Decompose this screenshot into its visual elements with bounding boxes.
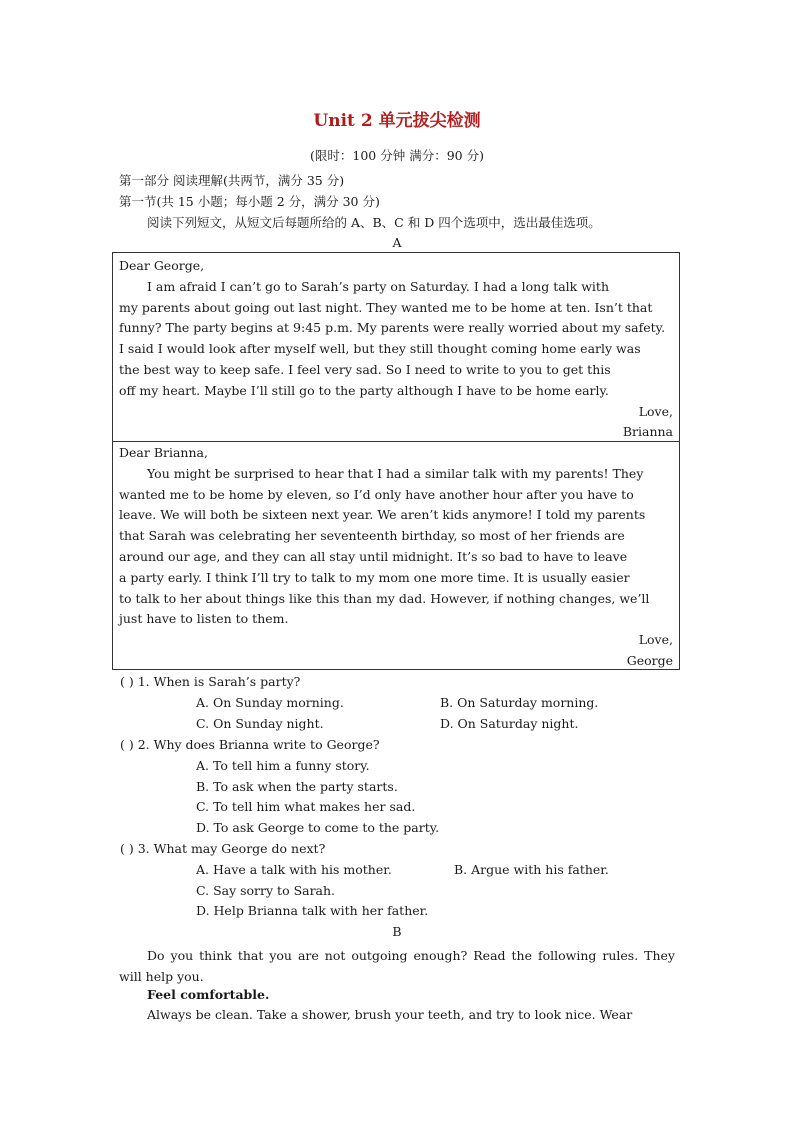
- question-2-option-d[interactable]: D. To ask George to come to the party.: [196, 820, 440, 835]
- passage-b-heading: Feel comfortable.: [147, 987, 270, 1002]
- letter-line: leave. We will both be sixteen next year. We aren’t kids anymore! I told my parents: [119, 507, 646, 523]
- question-1-option-d[interactable]: D. On Saturday night.: [440, 716, 579, 731]
- question-3-stem: ( ) 3. What may George do next?: [120, 841, 326, 856]
- question-1-option-c[interactable]: C. On Sunday night.: [196, 716, 324, 731]
- letter-line: to talk to her about things like this than my dad. However, if nothing changes, we’ll: [119, 590, 650, 606]
- question-2-option-b[interactable]: B. To ask when the party starts.: [196, 779, 398, 794]
- question-3-option-d[interactable]: D. Help Brianna talk with her father.: [196, 903, 429, 918]
- passage-b-intro: Do you think that you are not outgoing enough? Read the following rules. They will help you.: [119, 948, 675, 984]
- question-2-stem: ( ) 2. Why does Brianna write to George?: [120, 737, 380, 752]
- question-2-option-c[interactable]: C. To tell him what makes her sad.: [196, 799, 416, 814]
- letter-signature: George: [626, 652, 673, 668]
- time-limit-subtitle: (限时：100 分钟 满分：90 分): [310, 148, 484, 163]
- question-3-option-a[interactable]: A. Have a talk with his mother.: [196, 862, 392, 877]
- letter-line: my parents about going out last night. They wanted me to be home at ten. Isn’t that: [119, 299, 653, 315]
- passage-b-label: B: [392, 924, 402, 939]
- question-1-stem: ( ) 1. When is Sarah’s party?: [120, 674, 301, 689]
- part-heading: 第一部分 阅读理解(共两节，满分 35 分): [119, 173, 345, 188]
- letter-signature: Brianna: [622, 424, 673, 440]
- passage-b-text: Always be clean. Take a shower, brush your teeth, and try to look nice. Wear: [147, 1007, 633, 1022]
- question-2-option-a[interactable]: A. To tell him a funny story.: [196, 758, 370, 773]
- letter-greeting: Dear George,: [119, 258, 205, 273]
- question-1-option-b[interactable]: B. On Saturday morning.: [440, 695, 599, 710]
- letter-line: I said I would look after myself well, but they still thought coming home early was: [119, 341, 641, 357]
- instruction-text: 阅读下列短文，从短文后每题所给的 A、B、C 和 D 四个选项中，选出最佳选项。: [147, 215, 601, 230]
- letter-george: [112, 441, 680, 670]
- question-3-option-b[interactable]: B. Argue with his father.: [454, 862, 609, 877]
- letter-line: the best way to keep safe. I feel very sad. So I need to write to you to get this: [119, 361, 611, 377]
- letter-line: off my heart. Maybe I’ll still go to the party although I have to be home early.: [119, 382, 609, 398]
- letter-line: wanted me to be home by eleven, so I’d only have another hour after you have to: [119, 486, 634, 502]
- letter-line: that Sarah was celebrating her seventeenth birthday, so most of her friends are: [119, 528, 625, 544]
- letter-line: around our age, and they can all stay until midnight. It’s so bad to have to leave: [119, 548, 628, 564]
- passage-a-label: A: [392, 235, 402, 250]
- letter-line: I am afraid I can’t go to Sarah’s party on Saturday. I had a long talk with: [147, 278, 609, 294]
- letter-line: funny? The party begins at 9:45 p.m. My parents were really worried about my safety.: [119, 320, 666, 336]
- letter-closing: Love,: [638, 632, 673, 648]
- letter-brianna: [112, 252, 680, 442]
- question-3-option-c[interactable]: C. Say sorry to Sarah.: [196, 883, 336, 898]
- page-title: Unit 2 单元拔尖检测: [313, 111, 481, 131]
- letter-greeting: Dear Brianna,: [119, 445, 208, 460]
- question-1-option-a[interactable]: A. On Sunday morning.: [196, 695, 344, 710]
- letter-line: a party early. I think I’ll try to talk to my mom one more time. It is usually easier: [119, 569, 630, 585]
- letter-closing: Love,: [638, 403, 673, 419]
- letter-line: just have to listen to them.: [119, 611, 289, 627]
- letter-line: You might be surprised to hear that I had a similar talk with my parents! They: [147, 465, 644, 481]
- section-heading: 第一节(共 15 小题；每小题 2 分，满分 30 分): [119, 194, 380, 209]
